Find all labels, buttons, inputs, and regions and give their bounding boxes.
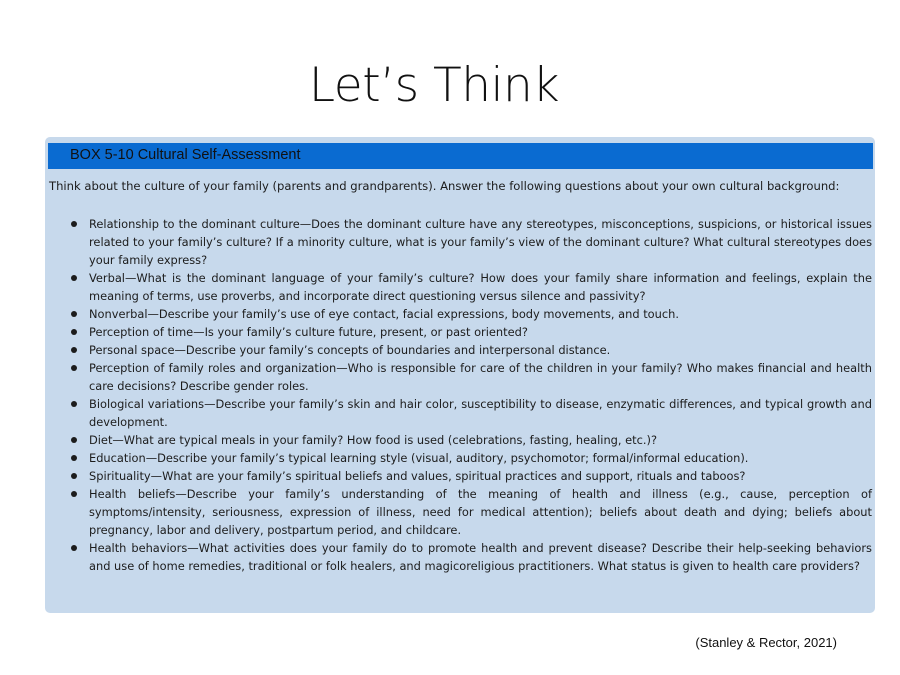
- list-item: [71, 215, 872, 269]
- list-item-text: Perception of time—Is your family’s culture future, present, or past oriented?: [89, 325, 528, 339]
- box-intro-text: Think about the culture of your family (parents and grandparents). Answer the following questions about your own cultural background:: [49, 179, 840, 193]
- box-header-bar: [48, 143, 873, 169]
- list-item-text: Nonverbal—Describe your family’s use of eye contact, facial expressions, body movements, and touch.: [89, 307, 679, 321]
- citation: (Stanley & Rector, 2021): [695, 635, 837, 650]
- list-item-text: Biological variations—Describe your family’s skin and hair color, susceptibility to disease, enzymatic differences, and typical growth and development.: [89, 397, 872, 429]
- list-item: [71, 449, 872, 467]
- bullet-icon: [71, 365, 77, 371]
- list-item-text: Perception of family roles and organization—Who is responsible for care of the children in your family? Who makes financial and health care decisions? Describe gender roles.: [89, 361, 872, 393]
- bullet-icon: [71, 401, 77, 407]
- list-item-text: Health beliefs—Describe your family’s understanding of the meaning of health and illness (e.g., cause, perception of symptoms/intensity, seriousness, expression of illness, need for medical attention); beliefs about death and dying; beliefs about pregnancy, labor and delivery, postpartum period, and childcare.: [89, 487, 872, 537]
- bullet-icon: [71, 455, 77, 461]
- slide-title: Let’s Think: [308, 58, 560, 113]
- list-item: [71, 305, 872, 323]
- list-item-text: Personal space—Describe your family’s concepts of boundaries and interpersonal distance.: [89, 343, 611, 357]
- bullet-icon: [71, 347, 77, 353]
- list-item-text: Education—Describe your family’s typical learning style (visual, auditory, psychomotor; formal/informal education).: [89, 451, 749, 465]
- list-item-text: Health behaviors—What activities does your family do to promote health and prevent disease? Describe their help-seeking behaviors and use of home remedies, traditional or folk healers, and magicoreligious practitioners. What status is given to health care providers?: [89, 541, 872, 573]
- cultural-assessment-box: [45, 137, 875, 613]
- list-item-text: Relationship to the dominant culture—Does the dominant culture have any stereotypes, misconceptions, suspicions, or historical issues related to your family’s culture? If a minority culture, what is your family’s view of the dominant culture? What cultural stereotypes does your family express?: [89, 217, 872, 267]
- list-item: [71, 359, 872, 395]
- bullet-icon: [71, 545, 77, 551]
- list-item: [71, 539, 872, 575]
- list-item: [71, 323, 872, 341]
- list-item: [71, 395, 872, 431]
- bullet-icon: [71, 275, 77, 281]
- list-item: [71, 341, 872, 359]
- bullet-icon: [71, 473, 77, 479]
- list-item-text: Diet—What are typical meals in your family? How food is used (celebrations, fasting, healing, etc.)?: [89, 433, 657, 447]
- assessment-question-list: [71, 215, 872, 575]
- bullet-icon: [71, 437, 77, 443]
- list-item: [71, 269, 872, 305]
- bullet-icon: [71, 311, 77, 317]
- list-item: [71, 431, 872, 449]
- list-item-text: Spirituality—What are your family’s spiritual beliefs and values, spiritual practices and support, rituals and taboos?: [89, 469, 746, 483]
- list-item-text: Verbal—What is the dominant language of your family’s culture? How does your family share information and feelings, explain the meaning of terms, use proverbs, and incorporate direct questioning versus silence and passivity?: [89, 271, 872, 303]
- bullet-icon: [71, 221, 77, 227]
- bullet-icon: [71, 329, 77, 335]
- bullet-icon: [71, 491, 77, 497]
- list-item: [71, 485, 872, 539]
- box-header-title: BOX 5-10 Cultural Self-Assessment: [70, 147, 301, 163]
- list-item: [71, 467, 872, 485]
